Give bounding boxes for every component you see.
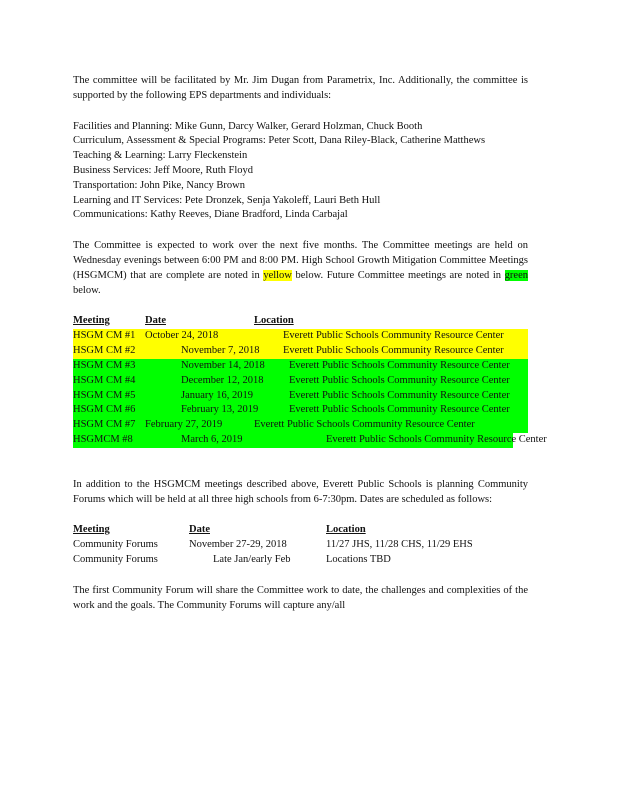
- department-curriculum: Curriculum, Assessment & Special Programs: Peter Scott, Dana Riley-Black, Catherine Matthews: [73, 135, 486, 147]
- department-communications: Communications: Kathy Reeves, Diane Bradford, Linda Carbajal: [73, 209, 348, 221]
- forum-location: Locations TBD: [326, 554, 391, 566]
- meeting-location: Everett Public Schools Community Resource Center: [289, 359, 510, 371]
- schedule-text-before: The Committee is expected to work over the next five months. The Committee meetings are held on Wednesday evenings between 6:00 PM and 8:00 PM. High School Growth Mitigation Committee Meetings (HSGMCM) that are complete are noted in: [73, 240, 528, 281]
- table-row: [73, 329, 528, 344]
- meeting-location: Everett Public Schools Community Resource Center: [283, 345, 504, 357]
- meeting-location: Everett Public Schools Community Resource Center: [326, 433, 547, 445]
- forum-date: November 27-29, 2018: [189, 539, 287, 551]
- forums-paragraph: In addition to the HSGMCM meetings described above, Everett Public Schools is planning Community Forums which will be held at all three high schools from 6-7:30pm. Dates are scheduled as follows:: [73, 478, 528, 505]
- document-page: [73, 74, 547, 614]
- meeting-name: HSGM CM #6: [73, 404, 136, 416]
- table-row: [73, 403, 528, 418]
- meeting-date: February 27, 2019: [145, 419, 223, 431]
- department-learning-it: Learning and IT Services: Pete Dronzek, Senja Yakoleff, Lauri Beth Hull: [73, 194, 381, 206]
- meeting-location: Everett Public Schools Community Resource Center: [289, 374, 510, 386]
- green-highlight-word: green: [504, 269, 528, 281]
- header-date: Date: [145, 315, 166, 327]
- forum-name: Community Forums: [73, 539, 158, 551]
- meeting-location: Everett Public Schools Community Resource Center: [289, 404, 510, 416]
- meeting-location: Everett Public Schools Community Resource Center: [289, 389, 510, 401]
- department-transportation: Transportation: John Pike, Nancy Brown: [73, 179, 245, 191]
- forums-header-location: Location: [326, 524, 366, 536]
- meeting-date: October 24, 2018: [145, 330, 219, 342]
- table-row: [73, 433, 547, 448]
- forum-date: Late Jan/early Feb: [213, 554, 291, 566]
- meeting-date: November 14, 2018: [181, 359, 265, 371]
- meeting-date: January 16, 2019: [181, 389, 254, 401]
- meeting-name: HSGM CM #3: [73, 359, 136, 371]
- forums-header-date: Date: [189, 524, 210, 536]
- table-row: [73, 359, 528, 374]
- department-facilities: Facilities and Planning: Mike Gunn, Darcy Walker, Gerard Holzman, Chuck Booth: [73, 120, 423, 132]
- forum-name: Community Forums: [73, 554, 158, 566]
- department-teaching: Teaching & Learning: Larry Fleckenstein: [73, 150, 248, 162]
- meeting-date: February 13, 2019: [181, 404, 259, 416]
- meeting-name: HSGM CM #2: [73, 345, 136, 357]
- meeting-name: HSGMCM #8: [73, 433, 133, 445]
- facilitation-paragraph: The committee will be facilitated by Mr. Jim Dugan from Parametrix, Inc. Additionally, the committee is supported by the following EPS departments and individuals:: [73, 75, 528, 101]
- meeting-location: Everett Public Schools Community Resource Center: [254, 419, 475, 431]
- meeting-name: HSGM CM #7: [73, 419, 136, 431]
- table-row: [73, 418, 528, 433]
- forums-header-meeting: Meeting: [73, 524, 110, 536]
- meeting-date: December 12, 2018: [181, 374, 264, 386]
- yellow-highlight-word: yellow: [263, 269, 292, 281]
- schedule-paragraph: [73, 239, 528, 298]
- forums-table: [73, 523, 528, 568]
- forum-location: 11/27 JHS, 11/28 CHS, 11/29 EHS: [326, 539, 473, 551]
- meeting-date: November 7, 2018: [181, 345, 260, 357]
- header-meeting: Meeting: [73, 315, 110, 327]
- table-row: [73, 344, 528, 359]
- forums-table-header: [73, 523, 528, 538]
- table-row: [73, 553, 528, 568]
- table-row: [73, 389, 528, 404]
- schedule-text-middle: below. Future Committee meetings are noted in: [295, 269, 502, 281]
- department-business: Business Services: Jeff Moore, Ruth Floyd: [73, 164, 254, 176]
- meetings-table-header: [73, 314, 528, 329]
- table-row: [73, 374, 528, 389]
- meeting-location: Everett Public Schools Community Resource Center: [283, 330, 504, 342]
- closing-paragraph: The first Community Forum will share the Committee work to date, the challenges and complexities of the work and the goals. The Community Forums will capture any/all: [73, 584, 528, 611]
- meeting-name: HSGM CM #5: [73, 389, 136, 401]
- departments-list: [73, 120, 528, 224]
- table-row: [73, 538, 528, 553]
- header-location: Location: [254, 315, 294, 327]
- meeting-name: HSGM CM #1: [73, 330, 136, 342]
- meetings-table: [73, 314, 547, 447]
- meeting-date: March 6, 2019: [181, 433, 243, 445]
- meeting-name: HSGM CM #4: [73, 374, 136, 386]
- schedule-text-after: below.: [73, 284, 101, 296]
